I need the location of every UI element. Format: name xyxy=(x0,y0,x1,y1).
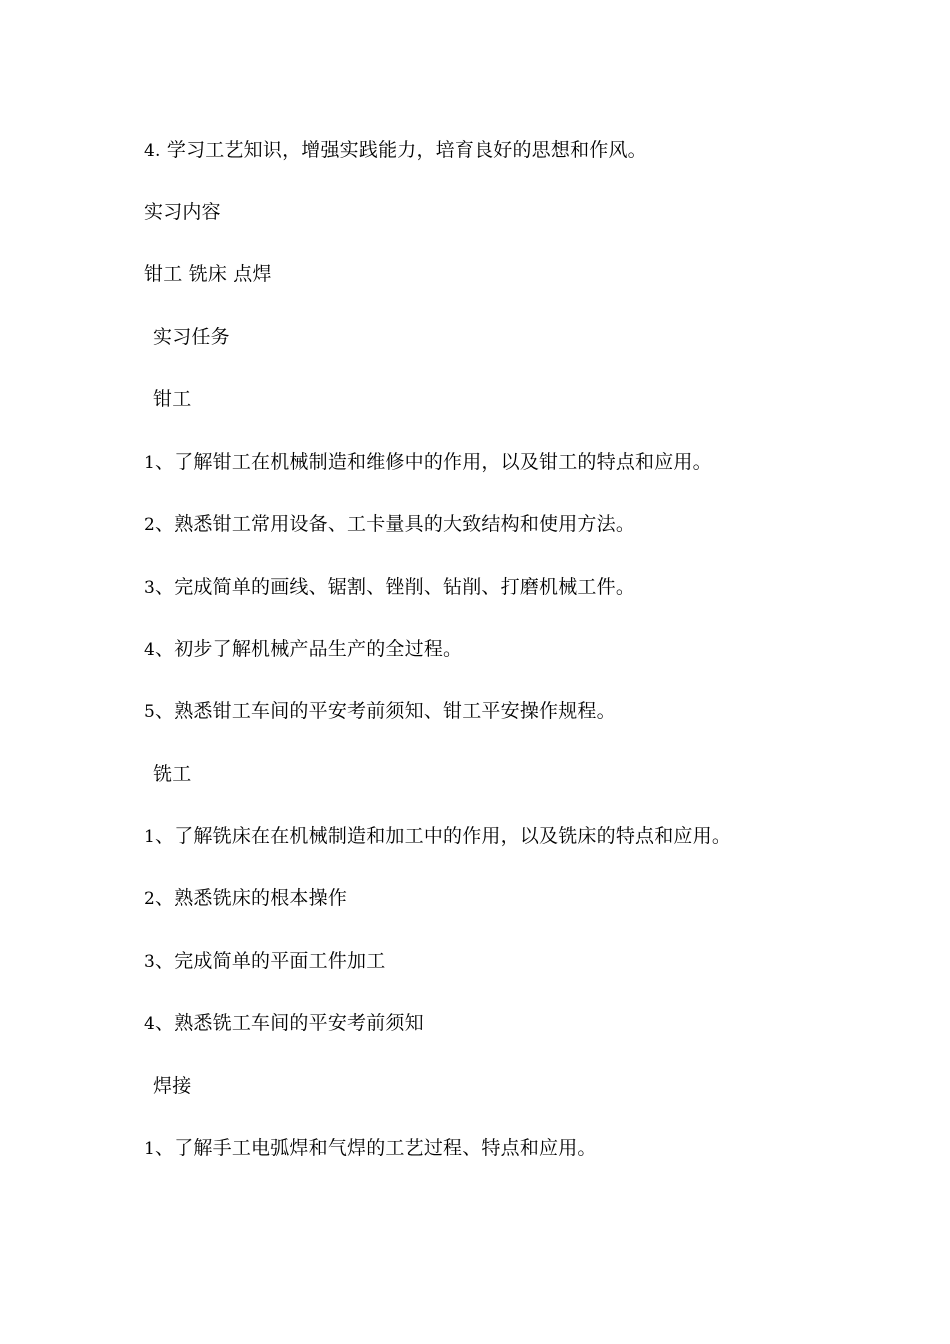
line-number: 5 xyxy=(144,702,156,722)
heading-text: 实习任务 xyxy=(153,326,230,348)
line-number: 2 xyxy=(144,889,156,909)
line-text: 、熟悉铣床的根本操作 xyxy=(155,887,348,909)
content-text: 钳工 铣床 点焊 xyxy=(144,263,272,285)
welding-task-1 xyxy=(144,1135,597,1162)
practice-content-list xyxy=(144,261,272,287)
fitter-task-1 xyxy=(144,449,712,476)
section-heading-welding xyxy=(153,1073,191,1099)
milling-task-4 xyxy=(144,1010,424,1037)
line-number: 1 xyxy=(144,827,156,847)
section-heading-milling xyxy=(153,761,191,787)
milling-task-2 xyxy=(144,885,347,912)
line-text: 、熟悉铣工车间的平安考前须知 xyxy=(155,1012,424,1034)
objective-line-4 xyxy=(144,137,647,164)
heading-practice-content xyxy=(144,199,221,225)
line-text: 、了解铣床在在机械制造和加工中的作用，以及铣床的特点和应用。 xyxy=(155,825,732,847)
heading-practice-tasks xyxy=(153,324,230,350)
fitter-task-5 xyxy=(144,698,616,725)
fitter-task-2 xyxy=(144,511,635,538)
fitter-task-4 xyxy=(144,636,462,663)
heading-text: 焊接 xyxy=(153,1075,192,1097)
heading-text: 铣工 xyxy=(153,763,192,785)
line-number: 3 xyxy=(144,578,156,598)
line-number: 4. xyxy=(144,141,161,161)
heading-text: 实习内容 xyxy=(144,201,221,223)
line-number: 1 xyxy=(144,453,156,473)
line-text: 、完成简单的平面工件加工 xyxy=(155,950,386,972)
line-text: 、熟悉钳工车间的平安考前须知、钳工平安操作规程。 xyxy=(155,700,616,722)
heading-text: 钳工 xyxy=(153,388,192,410)
line-number: 4 xyxy=(144,640,156,660)
milling-task-3 xyxy=(144,948,385,975)
line-number: 1 xyxy=(144,1139,156,1159)
line-text: 学习工艺知识，增强实践能力，培育良好的思想和作风。 xyxy=(160,139,647,161)
fitter-task-3 xyxy=(144,574,635,601)
line-number: 4 xyxy=(144,1014,156,1034)
line-number: 3 xyxy=(144,952,156,972)
section-heading-fitter xyxy=(153,386,191,412)
line-text: 、了解钳工在机械制造和维修中的作用，以及钳工的特点和应用。 xyxy=(155,451,712,473)
line-number: 2 xyxy=(144,515,156,535)
line-text: 、了解手工电弧焊和气焊的工艺过程、特点和应用。 xyxy=(155,1137,597,1159)
line-text: 、熟悉钳工常用设备、工卡量具的大致结构和使用方法。 xyxy=(155,513,636,535)
milling-task-1 xyxy=(144,823,731,850)
line-text: 、初步了解机械产品生产的全过程。 xyxy=(155,638,463,660)
line-text: 、完成简单的画线、锯割、锉削、钻削、打磨机械工件。 xyxy=(155,576,636,598)
